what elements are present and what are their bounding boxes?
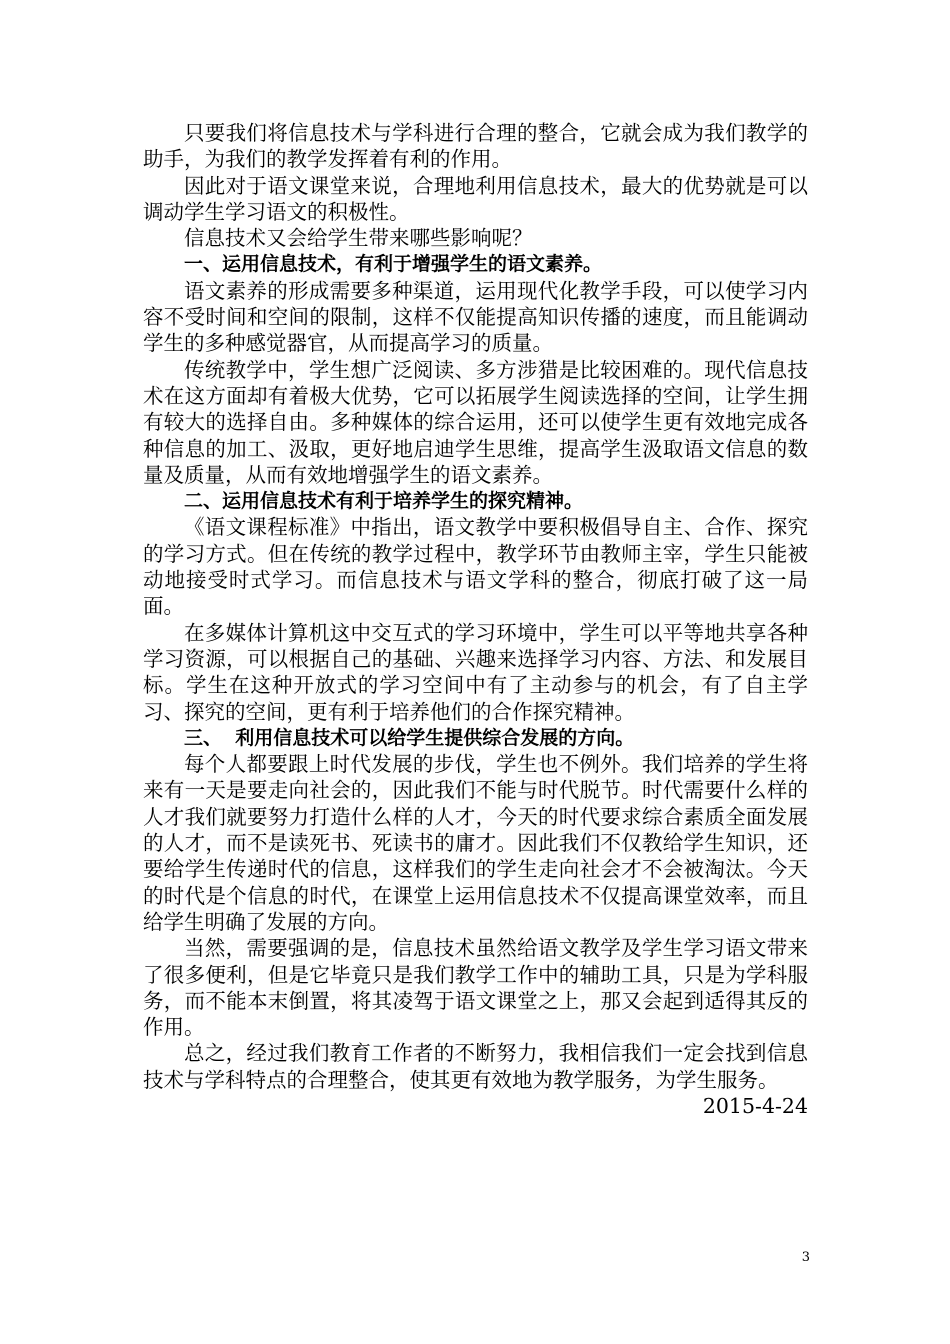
body-paragraph: 在多媒体计算机这中交互式的学习环境中，学生可以平等地共享各种学习资源，可以根据自己的基础、兴趣来选择学习内容、方法、和发展目标。学生在这种开放式的学习空间中有了主动参与的机会，有了自主学习、探究的空间，更有利于培养他们的合作探究精神。: [143, 620, 808, 724]
section-heading-3: 三、 利用信息技术可以给学生提供综合发展的方向。: [184, 726, 635, 749]
body-paragraph: 《语文课程标准》中指出，语文教学中要积极倡导自主、合作、探究的学习方式。但在传统的教学过程中，教学环节由教师主宰，学生只能被动地接受时式学习。而信息技术与语文学科的整合，彻底打破了这一局面。: [143, 515, 808, 619]
body-paragraph: 当然，需要强调的是，信息技术虽然给语文教学及学生学习语文带来了很多便利，但是它毕竟只是我们教学工作中的辅助工具，只是为学科服务，而不能本末倒置，将其凌驾于语文课堂之上，那又会起到适得其反的作用。: [143, 936, 808, 1040]
document-body: [143, 120, 808, 1119]
document-date: 2015-4-24: [702, 1093, 808, 1118]
body-paragraph: 每个人都要跟上时代发展的步伐，学生也不例外。我们培养的学生将来有一天是要走向社会的，因此我们不能与时代脱节。时代需要什么样的人才我们就要努力打造什么样的人才，今天的时代要求综合素质全面发展的人才，而不是读死书、死读书的庸才。因此我们不仅教给学生知识，还要给学生传递时代的信息，这样我们的学生走向社会才不会被淘汰。今天的时代是个信息的时代，在课堂上运用信息技术不仅提高课堂效率，而且给学生明确了发展的方向。: [143, 752, 808, 934]
section-heading-1: 一、运用信息技术，有利于增强学生的语文素养。: [184, 253, 603, 276]
body-paragraph: 总之，经过我们教育工作者的不断努力，我相信我们一定会找到信息技术与学科特点的合理整合，使其更有效地为教学服务，为学生服务。: [143, 1041, 808, 1092]
body-paragraph: 信息技术又会给学生带来哪些影响呢？: [184, 226, 533, 251]
body-paragraph: 传统教学中，学生想广泛阅读、多方涉猎是比较困难的。现代信息技术在这方面却有着极大优势，它可以拓展学生阅读选择的空间，让学生拥有较大的选择自由。多种媒体的综合运用，还可以使学生更有效地完成各种信息的加工、汲取，更好地启迪学生思维，提高学生汲取语文信息的数量及质量，从而有效地增强学生的语文素养。: [143, 357, 808, 487]
page-number: 3: [801, 1250, 810, 1265]
section-heading-2: 二、运用信息技术有利于培养学生的探究精神。: [184, 490, 584, 513]
body-paragraph: 只要我们将信息技术与学科进行合理的整合，它就会成为我们教学的助手，为我们的教学发挥着有利的作用。: [143, 121, 808, 172]
body-paragraph: 因此对于语文课堂来说，合理地利用信息技术，最大的优势就是可以调动学生学习语文的积极性。: [143, 173, 808, 224]
body-paragraph: 语文素养的形成需要多种渠道，运用现代化教学手段，可以使学习内容不受时间和空间的限制，这样不仅能提高知识传播的速度，而且能调动学生的多种感觉器官，从而提高学习的质量。: [143, 278, 808, 356]
